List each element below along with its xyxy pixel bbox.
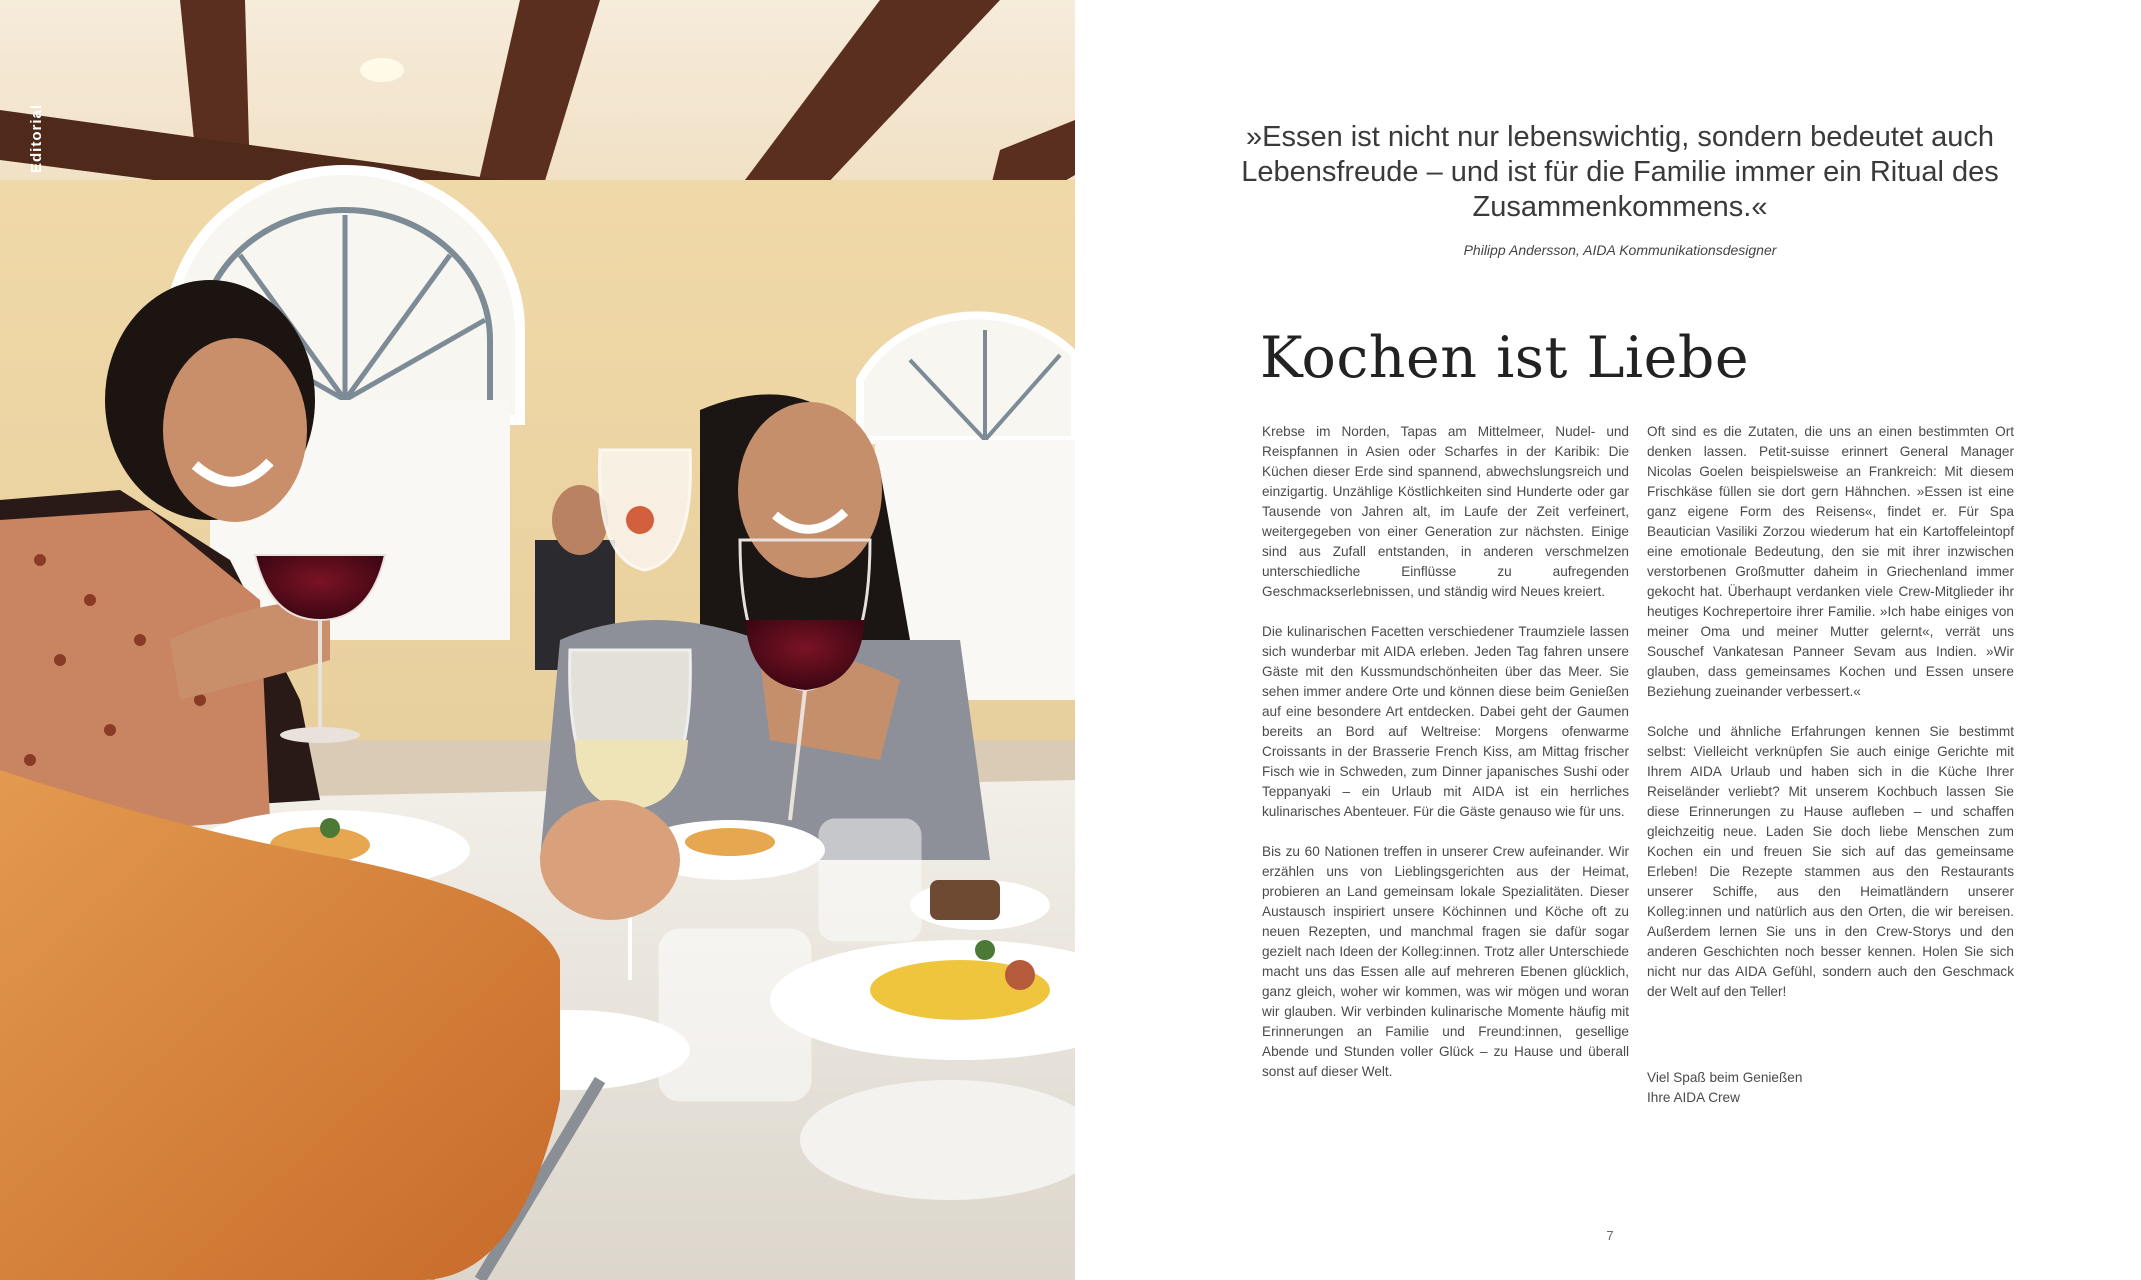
paragraph: Solche und ähnliche Erfahrungen kennen Sie bestimmt selbst: Vielleicht verknüpfen Sie auch einige Gerichte mit Ihrem AIDA Urlaub und haben sich in die Küche Ihrer Reiseländer verliebt? Mit unserem Kochbuch lassen Sie diese Erinnerungen zu Hause aufleben – und schaffen gleichzeitig neue. Laden Sie doch liebe Menschen zum Kochen ein und freuen Sie sich auf das gemeinsame Erleben! Die Rezepte stammen aus den Restaurants unserer Schiffe, aus den Heimatländern unserer Kolleg:innen und natürlich aus den Orten, die wir bereisen. Außerdem lernen Sie uns in den Crew-Storys und den anderen Geschichten noch besser kennen. Holen Sie sich nicht nur das AIDA Gefühl, sondern auch den Geschmack der Welt auf den Teller!	[1647, 724, 2014, 999]
section-label-text: Editorial	[28, 103, 45, 173]
article-column-1	[1262, 422, 1629, 1102]
signoff-line: Viel Spaß beim Genießen	[1647, 1070, 1803, 1085]
pull-quote: »Essen ist nicht nur lebenswichtig, sondern bedeutet auch Lebensfreude – und ist für die Familie immer ein Ritual des Zusammenkommens.«	[1241, 121, 1999, 223]
paragraph: Krebse im Norden, Tapas am Mittelmeer, Nudel- und Reispfannen in Asien oder Scharfes in der Karibik: Die Küchen dieser Erde sind spannend, abwechslungsreich und einzigartig. Unzählige Köstlichkeiten sind Hunderte oder gar Tausende von Jahren alt, im Laufe der Zeit verfeinert, weitergegeben von einer Generation zur nächsten. Einige sind aus Zufall entstanden, in anderen verschmelzen unterschiedliche Einflüsse zu aufregenden Geschmackserlebnissen, und ständig wird Neues kreiert.	[1262, 424, 1629, 599]
section-label	[14, 55, 54, 185]
article-column-2	[1647, 422, 2014, 1022]
paragraph: Die kulinarischen Facetten verschiedener Traumziele lassen sich wunderbar mit AIDA erleben. Jeden Tag fahren unsere Gäste mit den Kussmundschönheiten über das Meer. Sie sehen immer andere Orte und können diese beim Genießen auf eine besondere Art entdecken. Dabei geht der Gaumen bereits an Bord auf Weltreise: Morgens ofenwarme Croissants in der Brasserie French Kiss, am Mittag frischer Fisch wie in Schweden, zum Dinner japanisches Sushi oder Teppanyaki – ein Urlaub mit AIDA ist ein herrliches kulinarisches Abenteuer. Für die Gäste genauso wie für uns.	[1262, 624, 1629, 819]
paragraph: Oft sind es die Zutaten, die uns an einen bestimmten Ort denken lassen. Petit-suisse erinnert General Manager Nicolas Goelen beispielsweise an Frankreich: Mit diesem Frischkäse füllen sie dort gern Hähnchen. »Essen ist eine ganz eigene Form des Reisens«, findet er. Für Spa Beautician Vasiliki Zorzou wiederum hat ein Kartoffeleintopf eine emotionale Bedeutung, den sie mit ihrer inzwischen verstorbenen Großmutter daheim in Griechenland immer gekocht hat. Überhaupt verdanken viele Crew-Mitglieder ihr heutiges Kochrepertoire ihrer Familie. »Ich habe einiges von meiner Oma und meiner Mutter gelernt«, verrät uns Souschef Vankatesan Panneer Sevam aus Indien. »Wir glauben, dass gemeinsames Kochen und Essen unsere Beziehung zueinander verbessert.«	[1647, 424, 2014, 699]
signoff-line: Ihre AIDA Crew	[1647, 1090, 1740, 1105]
signoff	[1647, 1068, 2014, 1108]
page-number: 7	[1606, 1228, 1614, 1243]
page-title: Kochen ist Liebe	[1260, 325, 1750, 391]
quote-attribution: Philipp Andersson, AIDA Kommunikationsdesigner	[1463, 242, 1777, 258]
paragraph: Bis zu 60 Nationen treffen in unserer Crew aufeinander. Wir erzählen uns von Lieblingsgerichten aus der Heimat, probieren an Land gemeinsam lokale Spezialitäten. Dieser Austausch inspiriert unsere Köchinnen und Köche oft zu neuen Rezepten, und manchmal fragen sie dafür sogar gezielt nach Ideen der Kolleg:innen. Trotz aller Unterschiede macht uns das Essen alle auf mehreren Ebenen glücklich, ganz gleich, woher wir kommen, was wir mögen und woran wir glauben. Wir verbinden kulinarische Momente häufig mit Erinnerungen an Familie und Freund:innen, gesellige Abende und Stunden voller Glück – zu Hause und überall sonst auf dieser Welt.	[1262, 844, 1629, 1079]
